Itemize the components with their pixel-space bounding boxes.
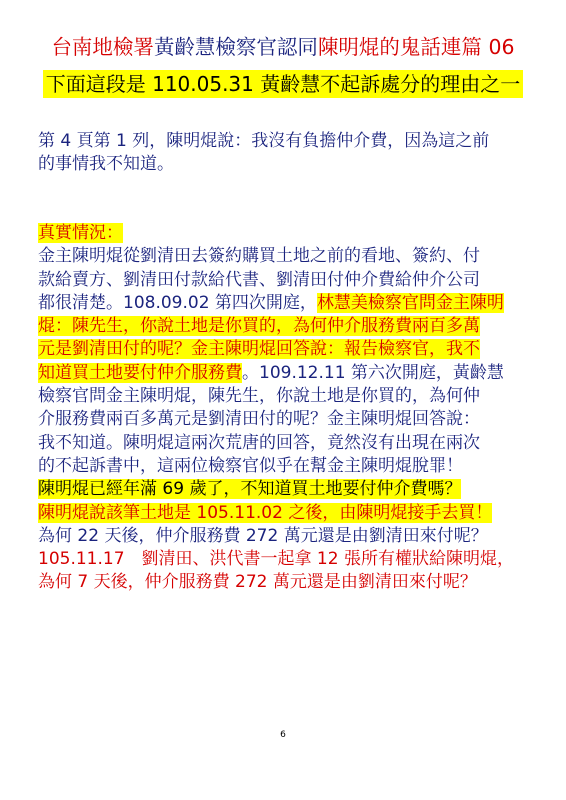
truth-section [38,222,538,595]
body-line: 介服務費兩百多萬元是劉清田付的呢？金主陳明焜回答說： [38,409,480,430]
body-text: 。109.12.11 第六次開庭，黃齡慧 [242,362,504,383]
document-title [0,34,566,60]
truth-label: 真實情況： [38,223,123,243]
title-part-office: 台南地檢署 [51,35,154,59]
highlighted-quote: 林慧美檢察官問金主陳明 [316,292,504,313]
claim-line: 的事情我不知道。 [38,154,174,175]
title-part-prosecutor: 黃齡慧檢察官認同 [153,35,318,59]
body-line: 款給賣方、劉清田付款給代書、劉清田付仲介費給仲介公司 [38,269,480,290]
red-line: 為何 7 天後，仲介服務費 272 萬元還是由劉清田來付呢？ [38,572,477,593]
claim-line: 第 4 頁第 1 列，陳明焜說：我沒有負擔仲介費，因為這之前 [38,131,490,151]
page-number: 6 [280,730,286,740]
title-part-nonsense: 陳明焜的鬼話連篇 06 [317,35,515,59]
body-text: 都很清楚。108.09.02 第四次開庭， [38,292,317,313]
document-subtitle: 下面這段是 110.05.31 黃齡慧不起訴處分的理由之一 [43,70,524,98]
body-line: 我不知道。陳明焜這兩次荒唐的回答，竟然沒有出現在兩次 [38,432,480,453]
body-line: 金主陳明焜從劉清田去簽約購買土地之前的看地、簽約、付 [38,246,480,267]
claim-paragraph [38,130,538,177]
subtitle-wrap [0,70,566,98]
highlighted-quote: 元是劉清田付的呢？金主陳明焜回答說：報告檢察官，我不 [38,339,480,360]
highlighted-quote: 焜：陳先生，你說土地是你買的，為何仲介服務費兩百多萬 [38,316,480,337]
red-line: 105.11.17 劉清田、洪代書一起拿 12 張所有權狀給陳明焜， [38,549,514,570]
body-line: 的不起訴書中，這兩位檢察官似乎在幫金主陳明焜脫罪！ [38,455,463,476]
body-line: 檢察官問金主陳明焜，陳先生，你說土地是你買的，為何仲 [38,386,480,407]
highlighted-question: 陳明焜已經年滿 69 歲了，不知道買土地要付仲介費嗎？ [38,479,462,500]
highlighted-quote: 知道買土地要付仲介服務費 [38,362,242,383]
body-line: 為何 22 天後，仲介服務費 272 萬元還是由劉清田來付呢？ [38,525,488,546]
highlighted-statement: 陳明焜說該筆土地是 105.11.02 之後，由陳明焜接手去買！ [38,502,493,523]
